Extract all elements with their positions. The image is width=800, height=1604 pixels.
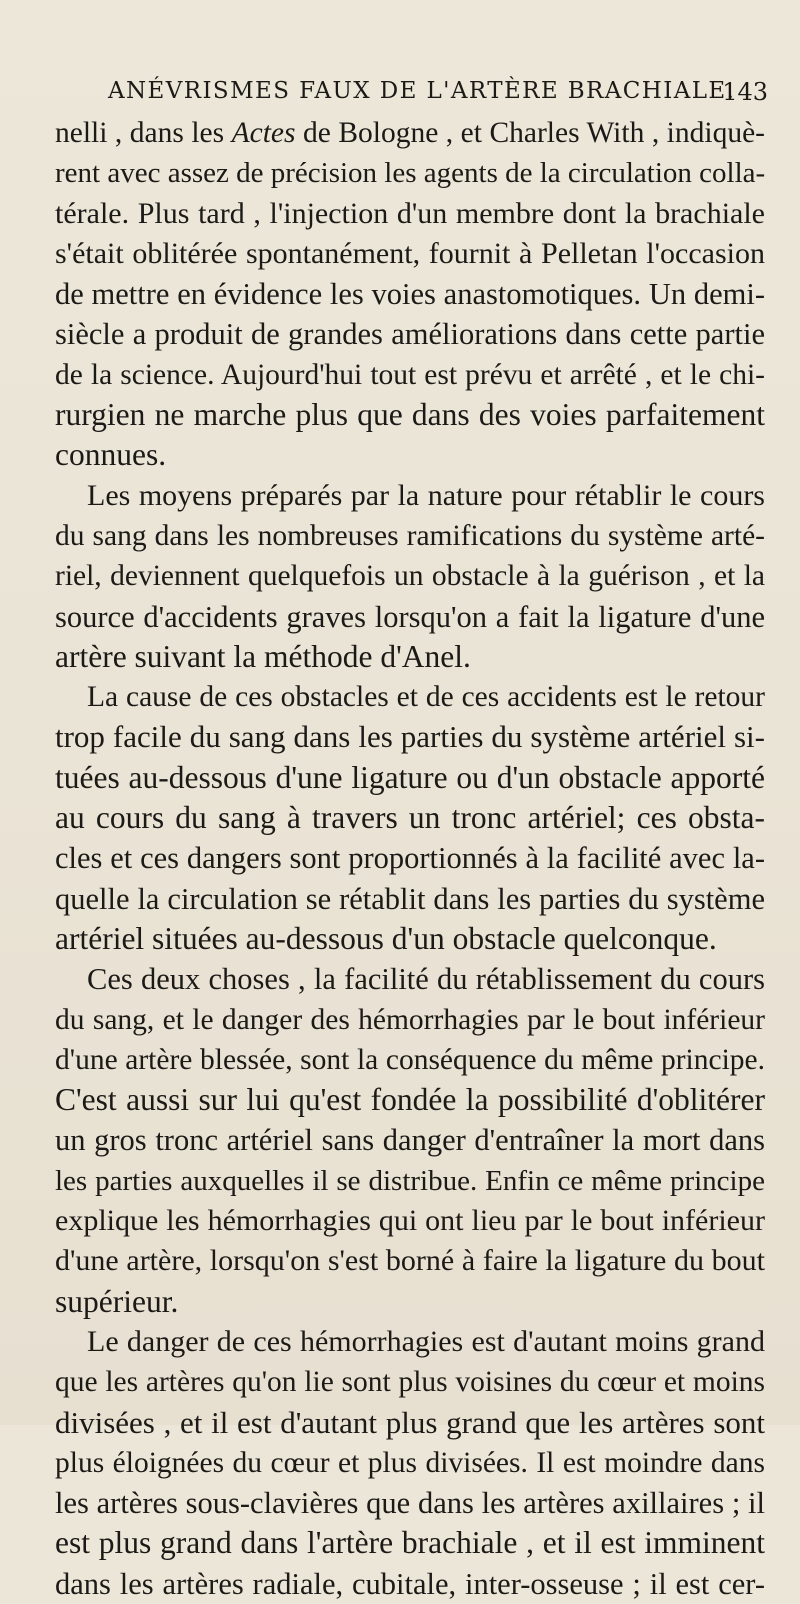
text-line: du sang, et le danger des hémorrhagies par le bout inférieur: [55, 1003, 765, 1036]
text-line: les artères sous-clavières que dans les artères axillaires ; il: [55, 1486, 765, 1521]
paragraph-start-line: La cause de ces obstacles et de ces accidents est le retour: [87, 681, 765, 714]
text-line: nelli , dans les Actes de Bologne , et Charles With , indiquè-: [55, 117, 765, 149]
text-line: connues.: [55, 437, 167, 473]
text-line: tuées au-dessous d'une ligature ou d'un obstacle apporté: [55, 759, 765, 795]
text-line: de mettre en évidence les voies anastomotiques. Un demi-: [55, 277, 765, 312]
text-line: siècle a produit de grandes améliorations dans cette partie: [55, 317, 765, 352]
text-line: les parties auxquelles il se distribue. Enfin ce même principe: [55, 1164, 765, 1197]
text-line: térale. Plus tard , l'injection d'un membre dont la brachiale: [55, 196, 765, 230]
text-line: divisées , et il est d'autant plus grand que les artères sont: [55, 1404, 765, 1440]
page-number: 143: [722, 78, 768, 106]
text-line: dans les artères radiale, cubitale, inter-osseuse ; il est cer-: [55, 1566, 765, 1601]
text-line: rent avec assez de précision les agents de la circulation colla-: [55, 157, 766, 190]
text-line: artère suivant la méthode d'Anel.: [55, 638, 471, 674]
text-line: explique les hémorrhagies qui ont lieu par le bout inférieur: [55, 1204, 765, 1238]
paragraph-start-line: Le danger de ces hémorrhagies est d'autant moins grand: [87, 1324, 765, 1358]
text-line: au cours du sang à travers un tronc artériel; ces obsta-: [55, 800, 765, 836]
text-line: quelle la circulation se rétablit dans les parties du système: [55, 881, 765, 916]
italic-title: Actes: [231, 117, 296, 149]
text-line: rurgien ne marche plus que dans des voies parfaitement: [55, 397, 765, 433]
text-line: C'est aussi sur lui qu'est fondée la possibilité d'oblitérer: [55, 1082, 765, 1118]
paragraph-start-line: Les moyens préparés par la nature pour rétablir le cours: [87, 478, 765, 512]
text-line: s'était oblitérée spontanément, fournit à Pelletan l'occasion: [55, 236, 765, 270]
text-line: artériel situées au-dessous d'un obstacle quelconque.: [55, 920, 717, 956]
text-line: trop facile du sang dans les parties du système artériel si-: [55, 719, 765, 755]
text-line: du sang dans les nombreuses ramifications du système arté-: [55, 519, 765, 552]
running-header: [108, 78, 768, 110]
body-text: [55, 113, 765, 1604]
text-line: un gros tronc artériel sans danger d'entraîner la mort dans: [55, 1123, 765, 1158]
text-line: d'une artère blessée, sont la conséquence du même principe.: [55, 1043, 765, 1076]
paragraph-start-line: Ces deux choses , la facilité du rétablissement du cours: [87, 962, 765, 997]
text-line: cles et ces dangers sont proportionnés à la facilité avec la-: [55, 841, 765, 876]
text-line: d'une artère, lorsqu'on s'est borné à faire la ligature du bout: [55, 1244, 765, 1278]
text-line: source d'accidents graves lorsqu'on a fait la ligature d'une: [55, 599, 765, 634]
text-line: plus éloignées du cœur et plus divisées. Il est moindre dans: [55, 1446, 765, 1479]
text-line: de la science. Aujourd'hui tout est prévu et arrêté , et le chi-: [55, 358, 765, 391]
text-line: riel, deviennent quelquefois un obstacle à la guérison , et la: [55, 560, 765, 593]
text-line: est plus grand dans l'artère brachiale , et il est imminent: [55, 1525, 765, 1561]
text-line: supérieur.: [55, 1283, 179, 1319]
text-line: que les artères qu'on lie sont plus voisines du cœur et moins: [55, 1366, 765, 1399]
running-title: ANÉVRISMES FAUX DE L'ARTÈRE BRACHIALE.: [108, 78, 736, 104]
